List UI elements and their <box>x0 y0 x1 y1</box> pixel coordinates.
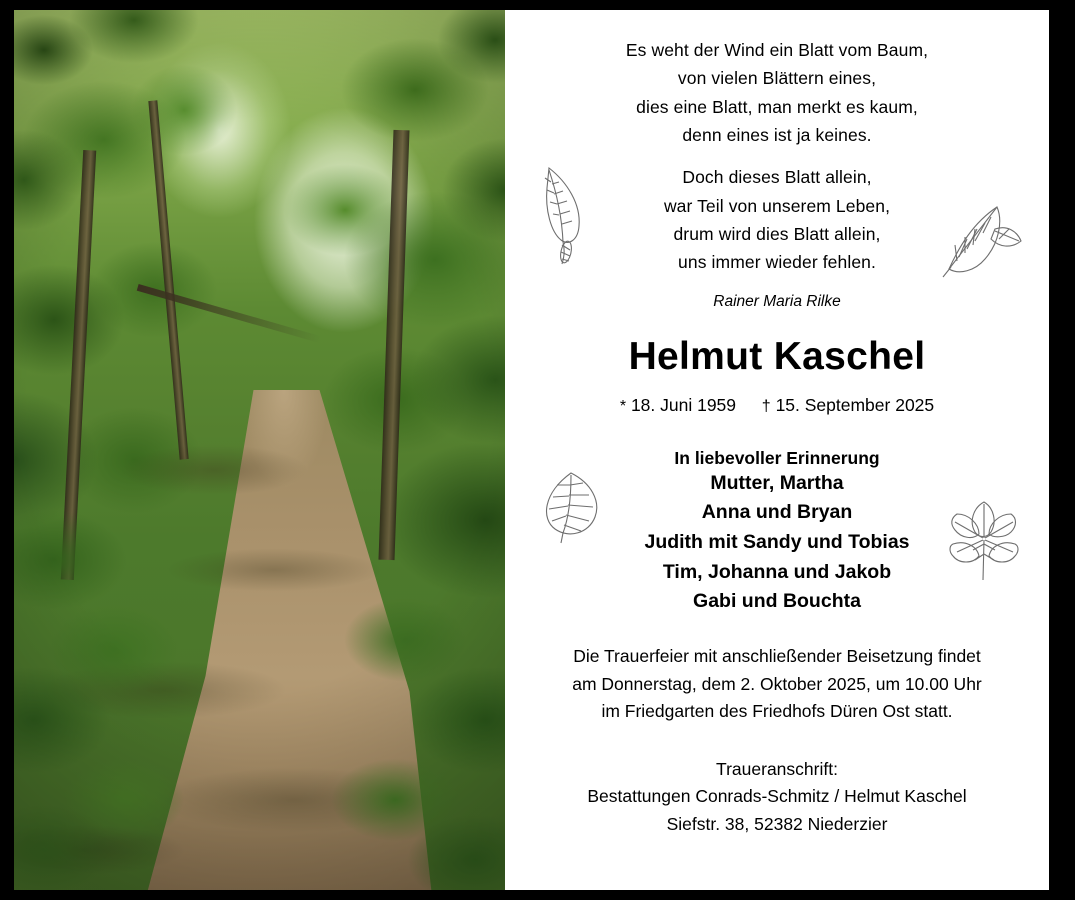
death-symbol-icon: † <box>761 397 771 415</box>
family-member-line: Mutter, Martha <box>710 471 844 494</box>
memory-heading: In liebevoller Erinnerung <box>674 447 880 468</box>
mourning-address <box>533 756 1021 839</box>
text-panel <box>505 0 1061 900</box>
birth-symbol-icon: * <box>619 397 627 415</box>
family-member-line: Anna und Bryan <box>701 501 853 524</box>
poem-author: Rainer Maria Rilke <box>713 292 841 310</box>
family-member-line: Gabi und Bouchta <box>693 590 861 613</box>
ceremony-line: im Friedgarten des Friedhofs Düren Ost statt. <box>601 701 953 722</box>
photo-vignette <box>14 10 505 890</box>
ceremony-line: am Donnerstag, dem 2. Oktober 2025, um 10.00 Uhr <box>572 673 982 694</box>
family-member-line: Judith mit Sandy und Tobias <box>644 531 910 553</box>
chestnut-leaf-sketch-icon <box>939 488 1029 588</box>
life-dates <box>533 395 1021 416</box>
poem-line: denn eines ist ja keines. <box>682 125 872 146</box>
family-member-line: Tim, Johanna und Jakob <box>662 560 892 583</box>
poem-line: Doch dieses Blatt allein, <box>682 167 872 188</box>
deceased-name: Helmut Kaschel <box>628 334 926 378</box>
elm-leaf-sketch-icon <box>937 195 1027 285</box>
obituary-text-sheet <box>505 10 1049 890</box>
poem-stanza-1 <box>533 36 1021 149</box>
poem-line: uns immer wieder fehlen. <box>678 252 876 273</box>
birth-date: 18. Juni 1959 <box>630 394 737 415</box>
poem-line: drum wird dies Blatt allein, <box>673 224 881 245</box>
poplar-leaf-sketch-icon <box>531 465 611 545</box>
photo-panel <box>0 0 505 900</box>
poem-line: Es weht der Wind ein Blatt vom Baum, <box>625 40 929 60</box>
ceremony-details <box>533 643 1021 726</box>
mourning-address-label: Traueranschrift: <box>716 758 838 779</box>
death-date: 15. September 2025 <box>775 394 935 415</box>
poem-line: dies eine Blatt, man merkt es kaum, <box>636 96 918 117</box>
forest-path-photo <box>14 10 505 890</box>
ceremony-line: Die Trauerfeier mit anschließender Beisetzung findet <box>573 645 981 666</box>
mourning-address-line: Bestattungen Conrads-Schmitz / Helmut Kaschel <box>587 786 967 807</box>
mourning-address-line: Siefstr. 38, 52382 Niederzier <box>666 814 888 835</box>
birch-leaf-sketch-icon <box>529 160 609 270</box>
poem-line: von vielen Blättern eines, <box>677 68 877 89</box>
poem-line: war Teil von unserem Leben, <box>663 195 891 216</box>
